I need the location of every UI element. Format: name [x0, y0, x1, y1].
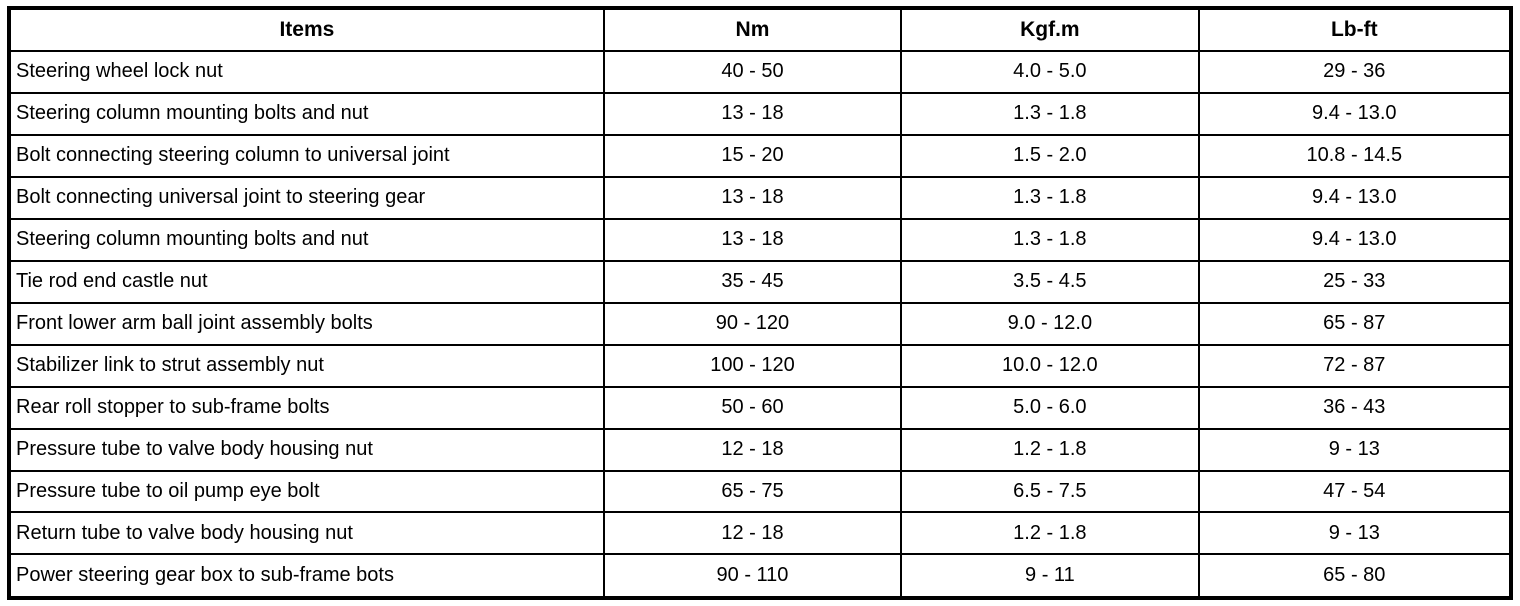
column-header-nm: Nm: [604, 8, 901, 51]
item-name-cell: Pressure tube to oil pump eye bolt: [9, 471, 604, 513]
kgfm-value-cell: 1.5 - 2.0: [901, 135, 1198, 177]
lbft-value-cell: 9 - 13: [1199, 512, 1511, 554]
item-name-cell: Steering column mounting bolts and nut: [9, 219, 604, 261]
item-name-cell: Power steering gear box to sub-frame bots: [9, 554, 604, 598]
lbft-value-cell: 10.8 - 14.5: [1199, 135, 1511, 177]
nm-value-cell: 90 - 120: [604, 303, 901, 345]
column-header-kgfm: Kgf.m: [901, 8, 1198, 51]
table-row: [9, 177, 1511, 219]
item-name-cell: Tie rod end castle nut: [9, 261, 604, 303]
nm-value-cell: 35 - 45: [604, 261, 901, 303]
item-name-cell: Steering column mounting bolts and nut: [9, 93, 604, 135]
kgfm-value-cell: 1.3 - 1.8: [901, 219, 1198, 261]
item-name-cell: Stabilizer link to strut assembly nut: [9, 345, 604, 387]
kgfm-value-cell: 3.5 - 4.5: [901, 261, 1198, 303]
nm-value-cell: 13 - 18: [604, 177, 901, 219]
kgfm-value-cell: 9.0 - 12.0: [901, 303, 1198, 345]
nm-value-cell: 100 - 120: [604, 345, 901, 387]
lbft-value-cell: 29 - 36: [1199, 51, 1511, 93]
table-row: [9, 261, 1511, 303]
nm-value-cell: 12 - 18: [604, 429, 901, 471]
column-header-lbft: Lb-ft: [1199, 8, 1511, 51]
nm-value-cell: 65 - 75: [604, 471, 901, 513]
header-row: [9, 8, 1511, 51]
lbft-value-cell: 47 - 54: [1199, 471, 1511, 513]
item-name-cell: Bolt connecting steering column to universal joint: [9, 135, 604, 177]
lbft-value-cell: 65 - 80: [1199, 554, 1511, 598]
torque-spec-table: [7, 6, 1513, 600]
table-row: [9, 303, 1511, 345]
nm-value-cell: 90 - 110: [604, 554, 901, 598]
lbft-value-cell: 9.4 - 13.0: [1199, 177, 1511, 219]
table-row: [9, 51, 1511, 93]
kgfm-value-cell: 4.0 - 5.0: [901, 51, 1198, 93]
table-row: [9, 219, 1511, 261]
kgfm-value-cell: 10.0 - 12.0: [901, 345, 1198, 387]
lbft-value-cell: 36 - 43: [1199, 387, 1511, 429]
item-name-cell: Return tube to valve body housing nut: [9, 512, 604, 554]
item-name-cell: Pressure tube to valve body housing nut: [9, 429, 604, 471]
nm-value-cell: 15 - 20: [604, 135, 901, 177]
lbft-value-cell: 65 - 87: [1199, 303, 1511, 345]
item-name-cell: Front lower arm ball joint assembly bolts: [9, 303, 604, 345]
nm-value-cell: 50 - 60: [604, 387, 901, 429]
item-name-cell: Rear roll stopper to sub-frame bolts: [9, 387, 604, 429]
table-row: [9, 512, 1511, 554]
lbft-value-cell: 9.4 - 13.0: [1199, 93, 1511, 135]
lbft-value-cell: 25 - 33: [1199, 261, 1511, 303]
kgfm-value-cell: 1.3 - 1.8: [901, 177, 1198, 219]
lbft-value-cell: 9 - 13: [1199, 429, 1511, 471]
item-name-cell: Steering wheel lock nut: [9, 51, 604, 93]
nm-value-cell: 12 - 18: [604, 512, 901, 554]
kgfm-value-cell: 5.0 - 6.0: [901, 387, 1198, 429]
kgfm-value-cell: 9 - 11: [901, 554, 1198, 598]
kgfm-value-cell: 1.2 - 1.8: [901, 512, 1198, 554]
table-row: [9, 387, 1511, 429]
table-row: [9, 135, 1511, 177]
nm-value-cell: 13 - 18: [604, 219, 901, 261]
table-row: [9, 345, 1511, 387]
lbft-value-cell: 72 - 87: [1199, 345, 1511, 387]
kgfm-value-cell: 6.5 - 7.5: [901, 471, 1198, 513]
kgfm-value-cell: 1.2 - 1.8: [901, 429, 1198, 471]
nm-value-cell: 13 - 18: [604, 93, 901, 135]
nm-value-cell: 40 - 50: [604, 51, 901, 93]
kgfm-value-cell: 1.3 - 1.8: [901, 93, 1198, 135]
table-row: [9, 429, 1511, 471]
table-row: [9, 93, 1511, 135]
lbft-value-cell: 9.4 - 13.0: [1199, 219, 1511, 261]
item-name-cell: Bolt connecting universal joint to steering gear: [9, 177, 604, 219]
table-row: [9, 554, 1511, 598]
column-header-items: Items: [9, 8, 604, 51]
table-row: [9, 471, 1511, 513]
